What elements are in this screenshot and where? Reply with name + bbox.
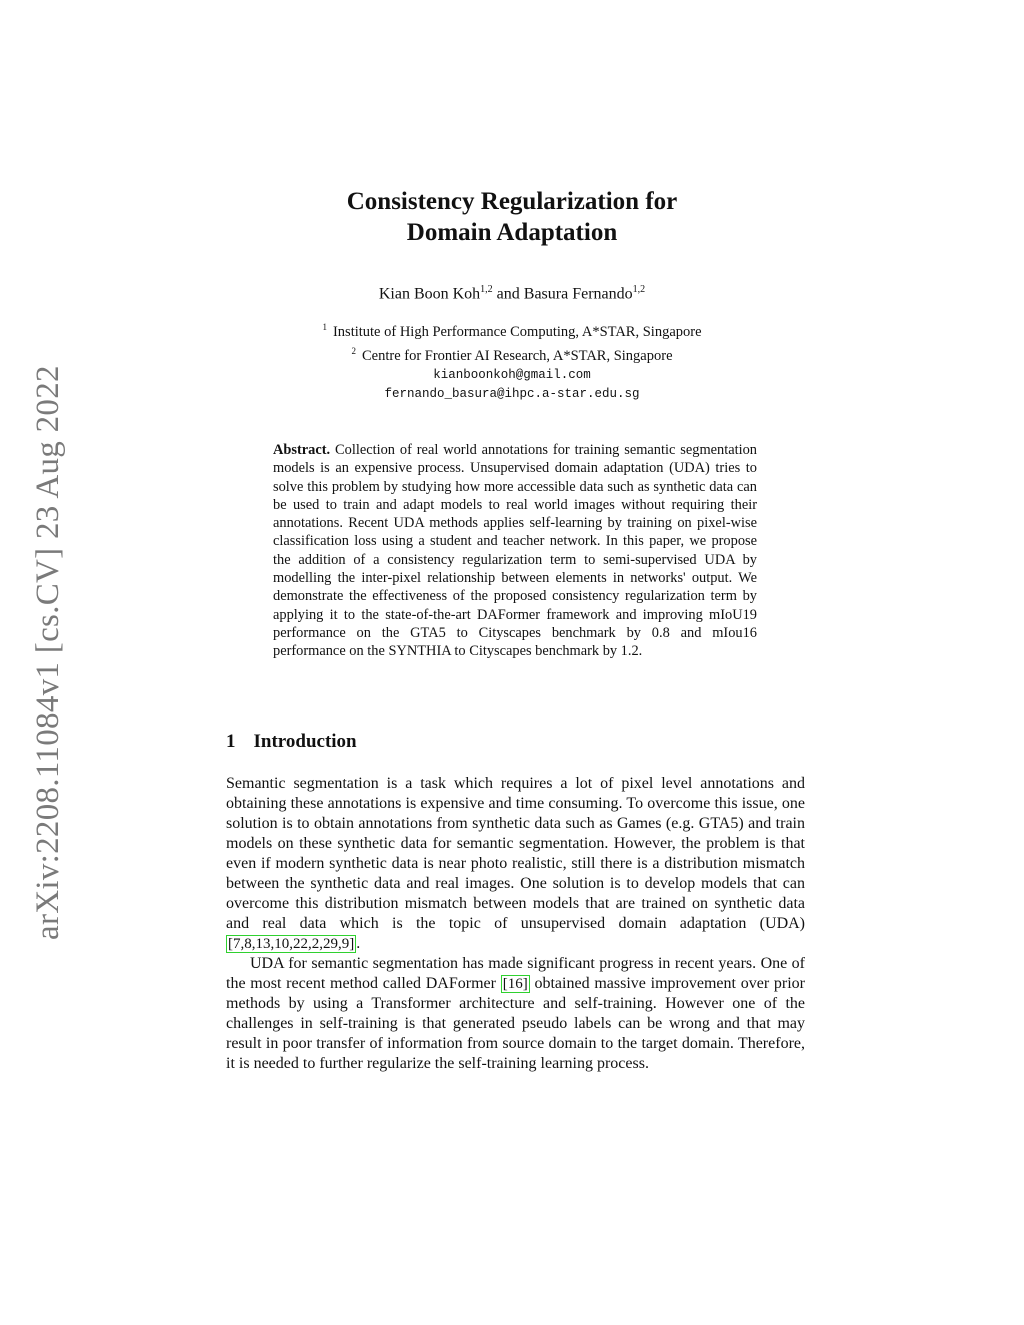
paragraph-1	[226, 774, 805, 954]
author-2-affiliation: 1,2	[632, 284, 646, 295]
citation-ref-daformer[interactable]: [16]	[502, 976, 528, 992]
arxiv-identifier: arXiv:2208.11084v1 [cs.CV] 23 Aug 2022	[30, 365, 66, 940]
introduction-body	[226, 774, 805, 1074]
section-number: 1	[226, 731, 236, 752]
email-2[interactable]: fernando_basura@ihpc.a-star.edu.sg	[384, 386, 640, 401]
abstract-label: Abstract.	[273, 442, 331, 458]
section-title: Introduction	[253, 731, 357, 752]
section-heading-introduction	[226, 731, 357, 753]
abstract	[273, 441, 757, 661]
affiliation-2-mark: 2	[351, 345, 356, 356]
citation-ref[interactable]: 9	[341, 936, 350, 952]
citation-number[interactable]: 16	[507, 976, 523, 992]
paragraph-2	[226, 954, 805, 1074]
affiliation-1-text: Institute of High Performance Computing, A*STAR, Singapore	[332, 323, 702, 340]
citation-ref[interactable]: 13	[255, 936, 271, 952]
paragraph-2-text-before: UDA for semantic segmentation has made significant progress in recent years. One of the most recent method called DAFormer	[226, 955, 805, 992]
citation-group[interactable]: [7,8,13,10,22,2,29,9]	[228, 936, 355, 952]
affiliation-1	[0, 318, 1024, 342]
author-1-affiliation: 1,2	[480, 284, 493, 295]
citation-ref[interactable]: 22	[293, 936, 308, 952]
citation-ref[interactable]: 10	[274, 936, 290, 952]
paper-title	[0, 186, 1024, 248]
author-connector: and	[492, 285, 524, 303]
title-line-1: Consistency Regularization for	[346, 188, 678, 215]
author-1: Kian Boon Koh	[378, 285, 481, 303]
affiliations	[0, 318, 1024, 404]
email-1[interactable]: kianboonkoh@gmail.com	[433, 367, 591, 382]
affiliation-2-text: Centre for Frontier AI Research, A*STAR, Singapore	[361, 347, 673, 364]
citation-ref[interactable]: 7	[233, 936, 241, 952]
author-2: Basura Fernando	[523, 285, 633, 303]
author-list	[0, 284, 1024, 303]
citation-ref[interactable]: 8	[244, 936, 252, 952]
paragraph-1-end: .	[356, 935, 361, 952]
affiliation-1-mark: 1	[322, 322, 327, 332]
citation-ref[interactable]: 29	[323, 936, 338, 952]
abstract-text: Collection of real world annotations for training semantic segmentation models is an expensive process. Unsupervised domain adaptation (UDA) tries to solve this problem by studying how more accessible data such as synthetic data can be used to train and adapt models to real world images without requiring their annotations. Recent UDA methods applies self-learning by training on pixel-wise classification loss using a student and teacher network. In this paper, we propose the addition of a consistency regularization term to semi-supervised UDA by modelling the inter-pixel relationship between elements in networks' output. We demonstrate the effectiveness of the proposed consistency regularization term by applying it to the state-of-the-art DAFormer framework and improving mIoU19 performance on the GTA5 to Cityscapes benchmark by 0.8 and mIou16 performance on the SYNTHIA to Cityscapes benchmark by 1.2.	[273, 442, 757, 660]
affiliation-2	[0, 342, 1024, 366]
paragraph-1-text: Semantic segmentation is a task which requires a lot of pixel level annotations and obtaining these annotations is expensive and time consuming. To overcome this issue, one solution is to obtain annotations from synthetic data such as Games (e.g. GTA5) and train models on these synthetic data for semantic segmentation. However, the problem is that even if modern synthetic data is near photo realistic, still there is a distribution mismatch between the synthetic data and real images. One solution is to develop models that can overcome this distribution mismatch between models that are trained on synthetic data and real data which is the topic of unsupervised domain adaptation (UDA)	[226, 775, 805, 932]
citation-ref[interactable]: 2	[311, 936, 320, 952]
paragraph-2-text-after: obtained massive improvement over prior methods by using a Transformer architecture and self-training. However one of the challenges in self-training is that generated pseudo labels can be wrong and that may result in poor transfer of information from source domain to the target domain. Therefore, it is needed to further regularize the self-training learning process.	[226, 975, 806, 1072]
title-line-2: Domain Adaptation	[406, 219, 618, 246]
